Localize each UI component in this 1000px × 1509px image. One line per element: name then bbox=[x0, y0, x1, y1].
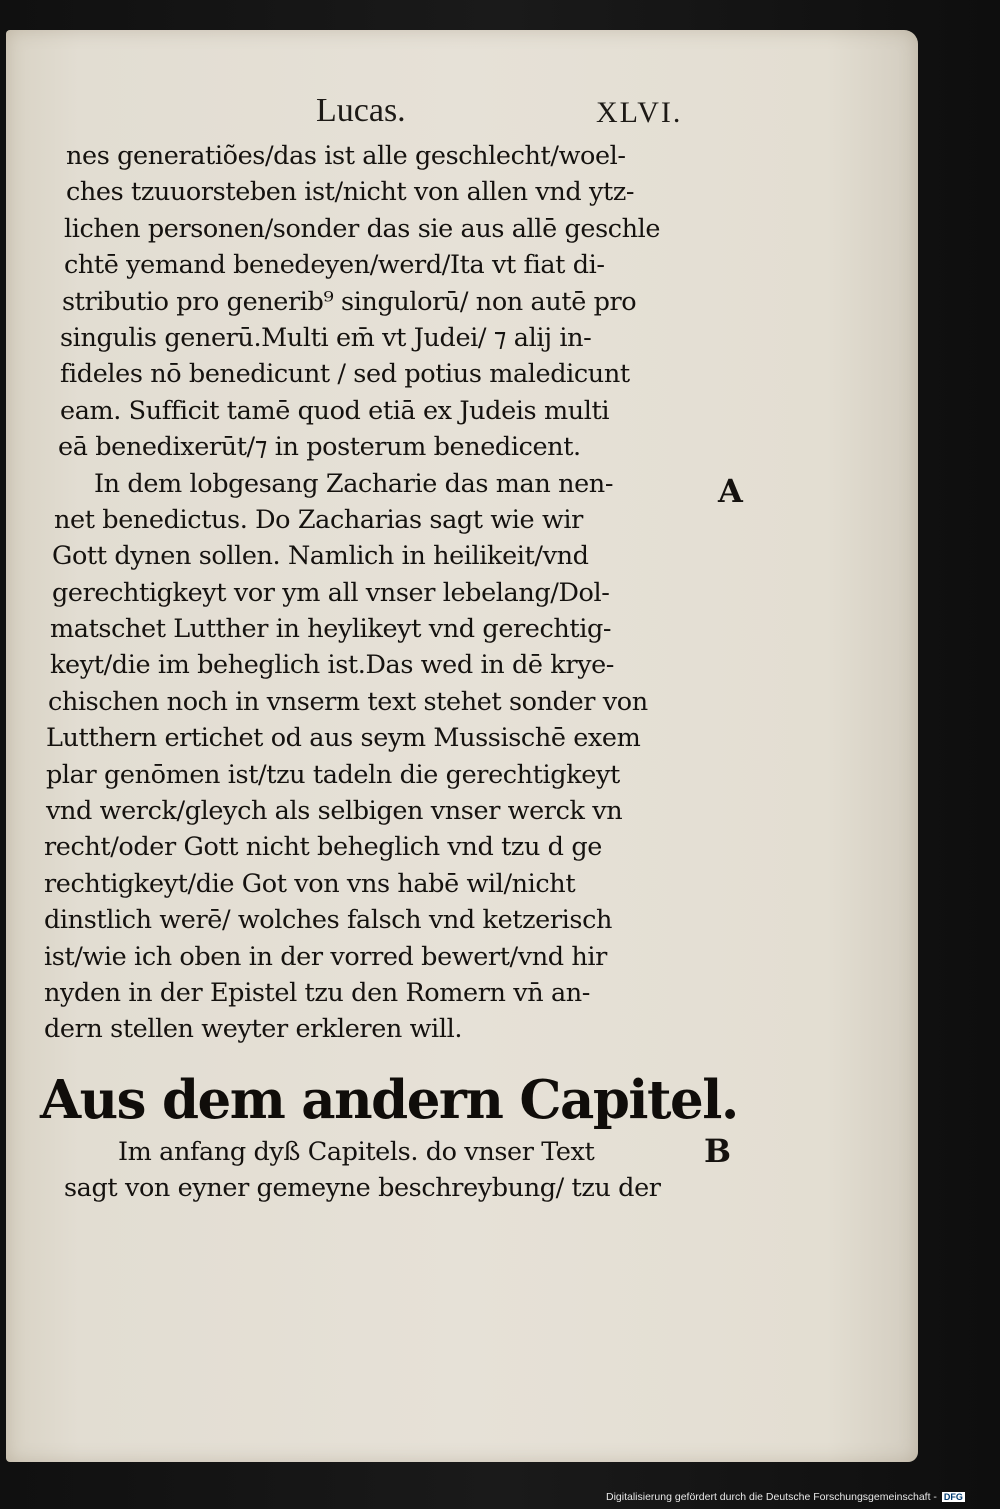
text-line: rechtigkeyt/die Got von vns habē wil/nicht bbox=[44, 868, 576, 899]
text-line: eam. Sufficit tamē quod etiā ex Judeis multi bbox=[60, 395, 610, 426]
text-line: In dem lobgesang Zacharie das man nen- bbox=[94, 468, 614, 499]
text-line: net benedictus. Do Zacharias sagt wie wir bbox=[54, 504, 583, 535]
text-line: keyt/die im beheglich ist.Das wed in dē krye- bbox=[50, 650, 615, 681]
marginal-letter-a: A bbox=[718, 472, 743, 510]
running-head-title: Lucas. bbox=[316, 92, 406, 129]
text-line: ches tzuuorsteben ist/nicht von allen vnd ytz- bbox=[66, 177, 635, 208]
text-line: sagt von eyner gemeyne beschreybung/ tzu der bbox=[64, 1173, 661, 1204]
marginal-letter-b: B bbox=[704, 1132, 732, 1170]
text-line: chischen noch in vnserm text stehet sonder von bbox=[48, 686, 648, 717]
text-line: singulis generū.Multi em̄ vt Judei/ ⁊ alij in- bbox=[60, 322, 592, 353]
text-line: Gott dynen sollen. Namlich in heilikeit/vnd bbox=[52, 541, 589, 572]
text-line: nes generatiões/das ist alle geschlecht/woel- bbox=[66, 141, 626, 171]
text-line: lichen personen/sonder das sie aus allē geschle bbox=[64, 213, 661, 244]
text-line: chtē yemand benedeyen/werd/Ita vt fiat di- bbox=[64, 250, 605, 281]
text-line: recht/oder Gott nicht beheglich vnd tzu d ge bbox=[44, 832, 602, 863]
text-line: ist/wie ich oben in der vorred bewert/vnd hir bbox=[44, 941, 607, 972]
chapter-heading: Aus dem andern Capitel. bbox=[40, 1069, 738, 1131]
text-line: fideles nō benedicunt / sed potius maledicunt bbox=[60, 359, 630, 390]
text-line: nyden in der Epistel tzu den Romern vn̄ an- bbox=[44, 977, 591, 1008]
folio-number: XLVI. bbox=[596, 96, 683, 129]
dfg-logo: DFG bbox=[943, 1492, 963, 1503]
running-head bbox=[0, 92, 1000, 142]
text-line: dinstlich werē/ wolches falsch vnd ketzerisch bbox=[44, 905, 612, 936]
text-line: plar genōmen ist/tzu tadeln die gerechtigkeyt bbox=[46, 759, 620, 790]
text-line: stributio pro generib⁹ singulorū/ non autē pro bbox=[62, 286, 637, 317]
text-line: Lutthern ertichet od aus seym Mussischē exem bbox=[46, 723, 641, 754]
digitization-credit bbox=[606, 1491, 965, 1503]
text-line: vnd werck/gleych als selbigen vnser werck vn bbox=[46, 796, 623, 827]
text-line: dern stellen weyter erkleren will. bbox=[44, 1014, 463, 1045]
body-text-continued bbox=[44, 1134, 704, 1207]
text-line: Im anfang dyß Capitels. do vnser Text bbox=[118, 1137, 595, 1167]
text-line: matschet Lutther in heylikeyt vnd gerechtig- bbox=[50, 614, 612, 645]
body-text bbox=[44, 138, 704, 1048]
text-line: gerechtigkeyt vor ym all vnser lebelang/Dol- bbox=[52, 577, 610, 608]
text-line: eā benedixerūt/⁊ in posterum benedicent. bbox=[58, 432, 581, 463]
digitization-credit-text: Digitalisierung gefördert durch die Deutsche Forschungsgemeinschaft - bbox=[606, 1491, 937, 1503]
